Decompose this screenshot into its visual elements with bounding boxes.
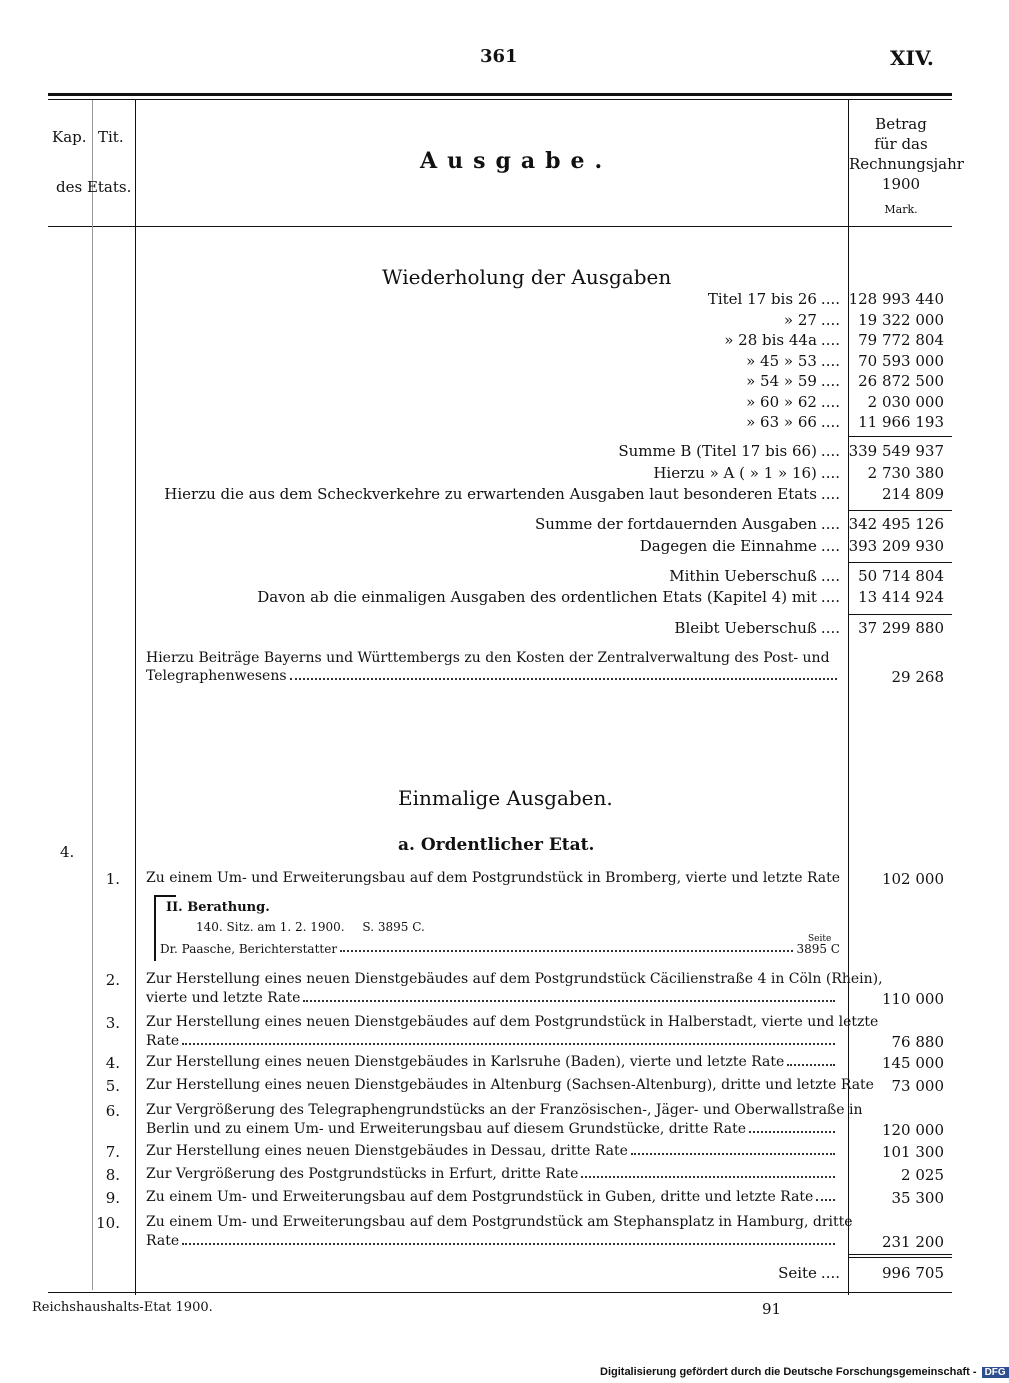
header-kap: Kap. (52, 128, 87, 146)
seite-total-label: Seite (778, 1264, 817, 1282)
item-amount: 120 000 (881, 1121, 944, 1139)
amount-header-year: 1900 (881, 175, 921, 193)
item-amount: 101 300 (881, 1143, 944, 1161)
item-amount: 102 000 (881, 870, 944, 888)
recap-row-amount: 128 993 440 (848, 290, 944, 308)
davon-label: Davon ab die einmaligen Ausgaben des ordentlichen Etats (Kapitel 4) mit (257, 588, 817, 606)
item-text: Zur Vergrößerung des Telegraphengrundstücks an der Französischen-, Jäger- und Oberwallstraße in (146, 1102, 863, 1118)
item-text-line1 (146, 1102, 863, 1118)
summe-b-amount: 339 549 937 (848, 442, 944, 460)
rule-summe-b (848, 436, 952, 437)
berichterstatter-row (160, 942, 840, 956)
scheck-amount: 214 809 (881, 485, 944, 503)
page-number: 361 (480, 46, 518, 67)
scheck-row: Hierzu die aus dem Scheckverkehre zu erwartenden Ausgaben laut besonderen Etats .... (164, 485, 840, 503)
item-text: Zu einem Um- und Erweiterungsbau auf dem Postgrundstück in Guben, dritte und letzte Rate (146, 1189, 814, 1205)
beratung-box-top (154, 895, 176, 897)
beitraege-line2: Telegraphenwesens (146, 668, 287, 684)
beratung-sitzung-date: 140. Sitz. am 1. 2. 1900. (196, 920, 345, 934)
recap-row: » 28 bis 44a .... (724, 331, 840, 349)
rule-fortdauernd (848, 510, 952, 511)
item-amount: 35 300 (891, 1189, 944, 1207)
einnahme-amount: 393 209 930 (848, 537, 944, 555)
kapitel-number: 4. (60, 843, 75, 861)
top-rule-thick (48, 93, 952, 96)
amount-header-line2: für das (874, 135, 928, 153)
beratung-box-left (154, 895, 156, 961)
dfg-logo: DFG (982, 1367, 1009, 1378)
item-amount: 2 025 (901, 1166, 944, 1184)
dfg-credit (600, 1366, 1009, 1378)
col-divider-tit-text (135, 100, 136, 1295)
recap-row-amount: 2 030 000 (867, 393, 944, 411)
item-text-line1 (146, 1077, 874, 1093)
beratung-seite-label: Seite (808, 934, 832, 944)
beitraege-amount: 29 268 (891, 668, 944, 686)
recap-row-label: » 45 » 53 (746, 352, 817, 370)
bleibt-label: Bleibt Ueberschuß (674, 619, 817, 637)
item-text: Zu einem Um- und Erweiterungsbau auf dem Postgrundstück in Bromberg, vierte und letzte Rate (146, 870, 841, 886)
recap-row: » 45 » 53 .... (746, 352, 840, 370)
recap-row: » 60 » 62 .... (746, 393, 840, 411)
fortdauernd-label: Summe der fortdauernden Ausgaben (534, 515, 817, 533)
item-text-line1 (146, 971, 883, 987)
item-number: 1. (105, 870, 120, 888)
seite-total-row: Seite .... (778, 1264, 840, 1282)
rule-ueberschuss (848, 562, 952, 563)
recap-row-amount: 11 966 193 (858, 413, 944, 431)
rule-total-2 (848, 1257, 952, 1258)
footer-left: Reichshaushalts-Etat 1900. (32, 1300, 213, 1315)
recap-row: Titel 17 bis 26 .... (707, 290, 840, 308)
beitraege-line1: Hierzu Beiträge Bayerns und Württembergs zu den Kosten der Zentralverwaltung des Post- und (146, 650, 830, 666)
fortdauernd-amount: 342 495 126 (848, 515, 944, 533)
item-text-line1 (146, 1214, 853, 1230)
item-text: Zu einem Um- und Erweiterungsbau auf dem Postgrundstück am Stephansplatz in Hamburg, dritte (146, 1214, 853, 1230)
item-text-cont: Rate (146, 1033, 180, 1049)
seite-total-amount: 996 705 (881, 1264, 944, 1282)
einnahme-row: Dagegen die Einnahme .... (639, 537, 840, 555)
item-number: 7. (105, 1143, 120, 1161)
recap-row-amount: 70 593 000 (858, 352, 944, 370)
page-title: Ausgabe. (420, 148, 613, 174)
beratung-sitzung-seite: S. 3895 C. (362, 920, 425, 934)
item-number: 9. (105, 1189, 120, 1207)
item-amount: 76 880 (891, 1033, 944, 1051)
item-text-cont: Rate (146, 1233, 180, 1249)
recap-row-label: » 28 bis 44a (724, 331, 817, 349)
item-number: 4. (105, 1054, 120, 1072)
item-text-cont: Berlin und zu einem Um- und Erweiterungsbau auf diesem Grundstücke, dritte Rate (146, 1121, 747, 1137)
item-text-line1 (146, 1143, 838, 1159)
item-number: 2. (105, 971, 120, 989)
recap-row-label: » 63 » 66 (746, 413, 817, 431)
item-number: 8. (105, 1166, 120, 1184)
rule-total-1 (848, 1254, 952, 1255)
bottom-rule (48, 1292, 952, 1293)
dfg-credit-text: Digitalisierung gefördert durch die Deutsche Forschungsgemeinschaft - (600, 1366, 977, 1378)
fortdauernd-row: Summe der fortdauernden Ausgaben .... (534, 515, 840, 533)
item-text: Zur Herstellung eines neuen Dienstgebäudes in Dessau, dritte Rate (146, 1143, 628, 1159)
bleibt-amount: 37 299 880 (858, 619, 944, 637)
section-number: XIV. (890, 46, 934, 70)
recap-heading: Wiederholung der Ausgaben (382, 265, 672, 289)
recap-row: » 27 .... (783, 311, 840, 329)
rule-bleibt (848, 614, 952, 615)
recap-row-amount: 79 772 804 (858, 331, 944, 349)
amount-header-line3: Rechnungsjahr (849, 155, 964, 173)
hierzu-a-row: Hierzu » A ( » 1 » 16) .... (653, 464, 840, 482)
header-des-etats: des Etats. (56, 178, 132, 196)
item-number: 6. (105, 1102, 120, 1120)
berichterstatter-seite: 3895 C (796, 942, 840, 956)
recap-row-label: Titel 17 bis 26 (707, 290, 817, 308)
item-number: 3. (105, 1014, 120, 1032)
einmalig-subheading: a. Ordentlicher Etat. (398, 835, 595, 855)
amount-header-line1: Betrag (875, 115, 927, 133)
summe-b-label: Summe B (Titel 17 bis 66) (618, 442, 817, 460)
scheck-label: Hierzu die aus dem Scheckverkehre zu erwartenden Ausgaben laut besonderen Etats (164, 485, 817, 503)
item-text: Zur Herstellung eines neuen Dienstgebäudes auf dem Postgrundstück Cäcilienstraße 4 in Cöln (Rhein), (146, 971, 883, 987)
bleibt-row: Bleibt Ueberschuß .... (674, 619, 840, 637)
item-amount: 231 200 (881, 1233, 944, 1251)
header-tit: Tit. (98, 128, 124, 146)
ueberschuss-amount: 50 714 804 (858, 567, 944, 585)
hierzu-a-label: Hierzu » A ( » 1 » 16) (653, 464, 817, 482)
recap-row: » 63 » 66 .... (746, 413, 840, 431)
header-rule (48, 226, 952, 227)
davon-row: Davon ab die einmaligen Ausgaben des ordentlichen Etats (Kapitel 4) mit .... (257, 588, 840, 606)
item-text-line2 (146, 990, 838, 1006)
item-text-line1 (146, 1189, 838, 1205)
recap-row-amount: 19 322 000 (858, 311, 944, 329)
ueberschuss-label: Mithin Ueberschuß (669, 567, 817, 585)
footer-page: 91 (762, 1300, 782, 1318)
beratung-title: II. Berathung. (166, 900, 270, 915)
item-text: Zur Herstellung eines neuen Dienstgebäudes in Karlsruhe (Baden), vierte und letzte Rate (146, 1054, 785, 1070)
top-rule-thin (48, 99, 952, 100)
berichterstatter: Dr. Paasche, Berichterstatter (160, 942, 338, 956)
item-number: 5. (105, 1077, 120, 1095)
recap-row-label: » 60 » 62 (746, 393, 817, 411)
einnahme-label: Dagegen die Einnahme (639, 537, 817, 555)
ueberschuss-row: Mithin Ueberschuß .... (669, 567, 840, 585)
recap-row-label: » 54 » 59 (746, 372, 817, 390)
recap-row-label: » 27 (783, 311, 817, 329)
item-text-line2 (146, 1233, 838, 1249)
item-number: 10. (96, 1214, 120, 1232)
recap-row-amount: 26 872 500 (858, 372, 944, 390)
item-text: Zur Vergrößerung des Postgrundstücks in Erfurt, dritte Rate (146, 1166, 579, 1182)
einmalig-heading: Einmalige Ausgaben. (398, 786, 613, 810)
amount-header (849, 114, 964, 220)
beitraege-line2-row (146, 668, 840, 684)
recap-row: » 54 » 59 .... (746, 372, 840, 390)
davon-amount: 13 414 924 (858, 588, 944, 606)
item-text: Zur Herstellung eines neuen Dienstgebäudes auf dem Postgrundstück in Halberstadt, vierte und letzte (146, 1014, 879, 1030)
summe-b-row: Summe B (Titel 17 bis 66) .... (618, 442, 840, 460)
hierzu-a-amount: 2 730 380 (867, 464, 944, 482)
item-text-line1 (146, 1014, 879, 1030)
item-amount: 145 000 (881, 1054, 944, 1072)
item-text-line2 (146, 1121, 838, 1137)
item-amount: 73 000 (891, 1077, 944, 1095)
item-text-cont: vierte und letzte Rate (146, 990, 301, 1006)
item-amount: 110 000 (881, 990, 944, 1008)
item-text-line1 (146, 870, 841, 886)
beratung-sitzung (196, 920, 425, 934)
item-text-line1 (146, 1054, 838, 1070)
item-text-line2 (146, 1033, 838, 1049)
item-text-line1 (146, 1166, 838, 1182)
item-text: Zur Herstellung eines neuen Dienstgebäudes in Altenburg (Sachsen-Altenburg), dritte und letzte Rate (146, 1077, 874, 1093)
amount-unit: Mark. (884, 203, 918, 216)
